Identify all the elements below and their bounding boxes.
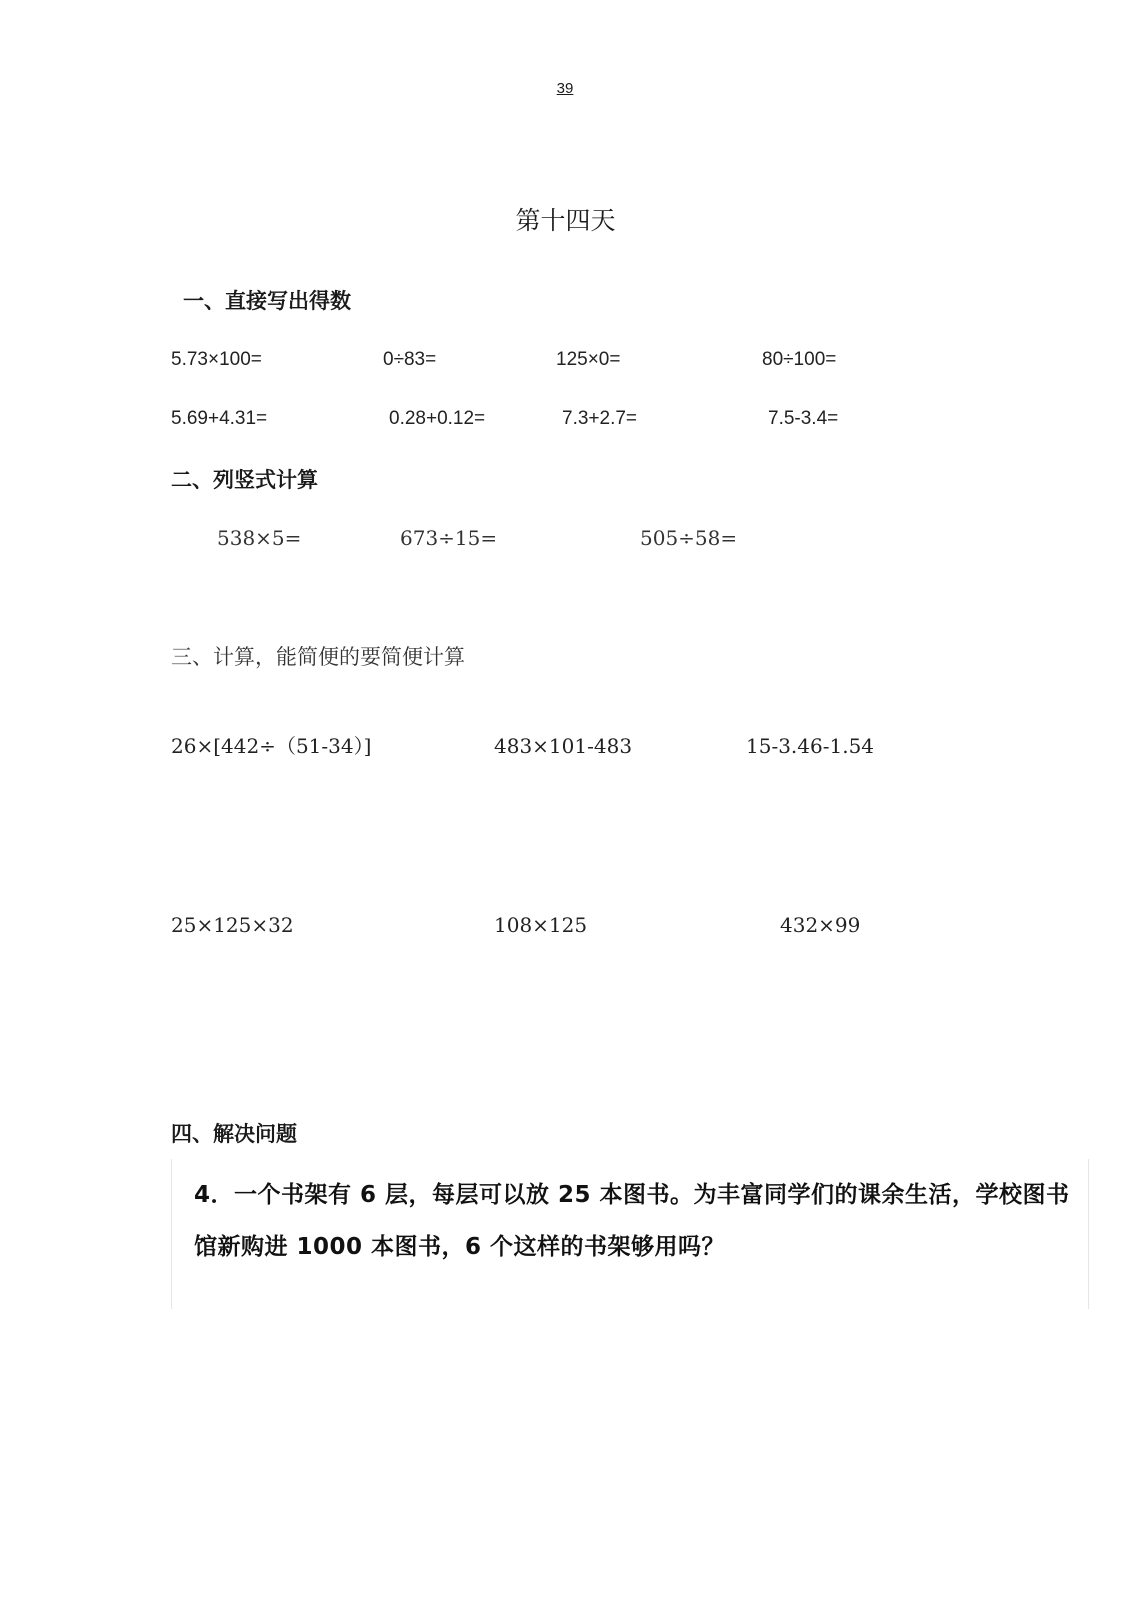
word-problem-box	[171, 1159, 1089, 1309]
oral-equation: 80÷100=	[762, 349, 837, 370]
oral-equation: 7.3+2.7=	[562, 408, 638, 429]
oral-equation: 5.69+4.31=	[171, 408, 268, 429]
word-problem-text: 4．一个书架有 6 层，每层可以放 25 本图书。为丰富同学们的课余生活，学校图书馆新购进 1000 本图书，6 个这样的书架够用吗？	[194, 1182, 1070, 1260]
section-2-heading: 二、列竖式计算	[171, 468, 318, 492]
simplify-calc-item: 15-3.46-1.54	[746, 734, 875, 758]
oral-equation: 0.28+0.12=	[389, 408, 486, 429]
simplify-calc-item: 108×125	[494, 913, 588, 937]
simplify-calc-item: 26×[442÷（51-34）]	[171, 734, 372, 758]
vertical-calc-item: 673÷15=	[400, 526, 498, 550]
section-1-heading: 一、直接写出得数	[183, 289, 351, 313]
oral-equation: 125×0=	[556, 349, 621, 370]
oral-equation: 0÷83=	[383, 349, 437, 370]
vertical-calc-item: 538×5=	[217, 526, 302, 550]
simplify-calc-item: 25×125×32	[171, 913, 294, 937]
simplify-calc-item: 432×99	[780, 913, 861, 937]
section-4-heading: 四、解决问题	[171, 1122, 297, 1146]
section-3-heading: 三、计算，能简便的要简便计算	[171, 645, 465, 669]
page-title: 第十四天	[515, 206, 616, 235]
simplify-calc-item: 483×101-483	[494, 734, 633, 758]
vertical-calc-item: 505÷58=	[640, 526, 738, 550]
page-number: 39	[556, 80, 574, 97]
oral-equation: 7.5-3.4=	[768, 408, 839, 429]
oral-equation: 5.73×100=	[171, 349, 262, 370]
